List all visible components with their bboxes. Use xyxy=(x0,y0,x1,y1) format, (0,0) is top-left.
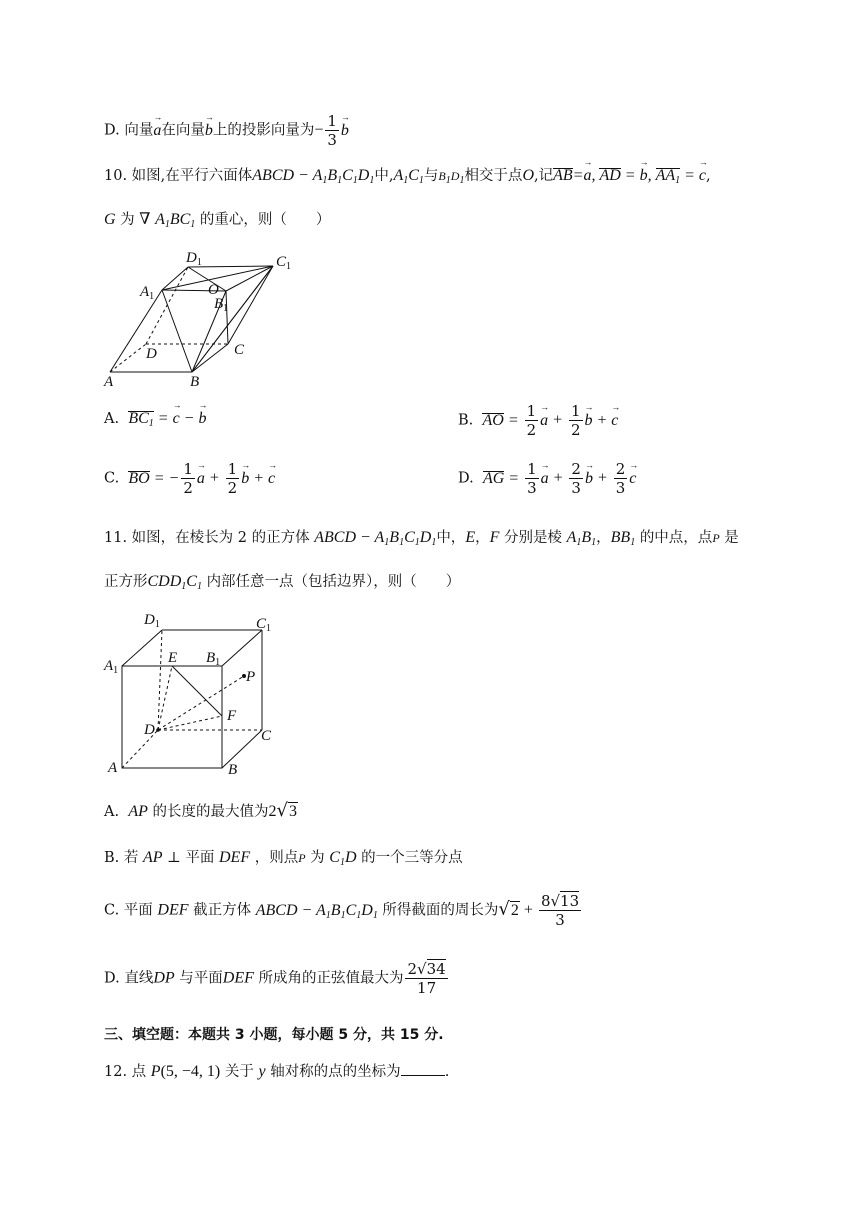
label-D: D xyxy=(146,346,157,362)
q11-option-a: A. AP 的长度的最大值为2√3 xyxy=(104,800,297,821)
label-A1: $A_1$ xyxy=(104,658,119,676)
q10-option-b: B. AO = $\frac{1}{2}$ a → + $\frac{1}{2}$ b → + c → xyxy=(458,402,618,439)
label-C1: $C_1$ xyxy=(276,254,292,272)
label-D1: $D_1$ xyxy=(144,612,160,630)
q11-option-d: D. 直线DP 与平面DEF 所成角的正弦值最大为 $\frac{2√34}{17}$ xyxy=(104,960,446,997)
label-E: E xyxy=(168,650,178,666)
label-C1: $C_1$ xyxy=(256,616,272,634)
label-B1: $B_1$ xyxy=(206,650,221,668)
q10-stem-line2: G 为 ∇ $A_1BC_1$ 的重心，则（ ） xyxy=(104,211,331,230)
q9-option-d: D. 向量a →在向量b →上的投影向量为− $\frac{1}{3}$ b → xyxy=(104,112,349,149)
label-B1: $B_1$ xyxy=(214,296,229,314)
label-A1: $A_1$ xyxy=(140,284,155,302)
q11-option-c: C. 平面 DEF 截正方体 ABCD − $A_1B_1C_1D_1$ 所得截面的周长为√2 + $\frac{8√13}{3}$ xyxy=(104,892,580,929)
label-C: C xyxy=(234,342,245,358)
section-3-title: 三、填空题：本题共 3 小题，每小题 5 分，共 15 分. xyxy=(104,1027,444,1043)
label-A: A xyxy=(108,760,118,776)
q10-stem-line1: 10. 如图,在平行六面体ABCD − $A_1B_1C_1D_1$中$,A_1C_1$与$B_1D_1$相交于点O,记AB=a →, AD = b →, $AA_1 = c$ →, xyxy=(104,164,711,186)
label-D1: $D_1$ xyxy=(186,250,202,268)
q10-parallelepiped-figure xyxy=(100,244,310,394)
label-P: P xyxy=(246,669,256,685)
label-B: B xyxy=(228,762,238,778)
label-A: A xyxy=(104,374,114,390)
label-D: D xyxy=(144,722,155,738)
label-B: B xyxy=(190,374,200,390)
q12-stem: 12. 点 P(5, −4, 1) 关于 y 轴对称的点的坐标为 . xyxy=(104,1063,450,1080)
label-F: F xyxy=(227,708,237,724)
q10-option-d: D. AG = $\frac{1}{3}$ a → + $\frac{2}{3}$ b → + $\frac{2}{3}$ c → xyxy=(458,460,636,497)
q11-cube-figure xyxy=(100,608,290,778)
label-C: C xyxy=(261,728,272,744)
q10-option-a: A. $BC_1 = c$ → − b → xyxy=(104,410,206,429)
q11-option-b: B. 若 AP ⊥ 平面 DEF ，则点P 为 $C_1D$ 的一个三等分点 xyxy=(104,849,463,868)
q12-answer-blank[interactable] xyxy=(401,1061,445,1076)
q10-option-c: C. BO = − $\frac{1}{2}$ a → + $\frac{1}{2}$ b → + c → xyxy=(104,460,275,497)
q11-stem-line2: 正方形$CDD_1C_1$ 内部任意一点（包括边界），则（ ） xyxy=(104,573,461,592)
q11-stem-line1: 11. 如图，在棱长为 2 的正方体 ABCD − $A_1B_1C_1D_1$中，E，F 分别是棱 $A_1B_1$，$BB_1$ 的中点，点P 是 xyxy=(104,529,739,548)
label-O: O xyxy=(208,282,219,298)
